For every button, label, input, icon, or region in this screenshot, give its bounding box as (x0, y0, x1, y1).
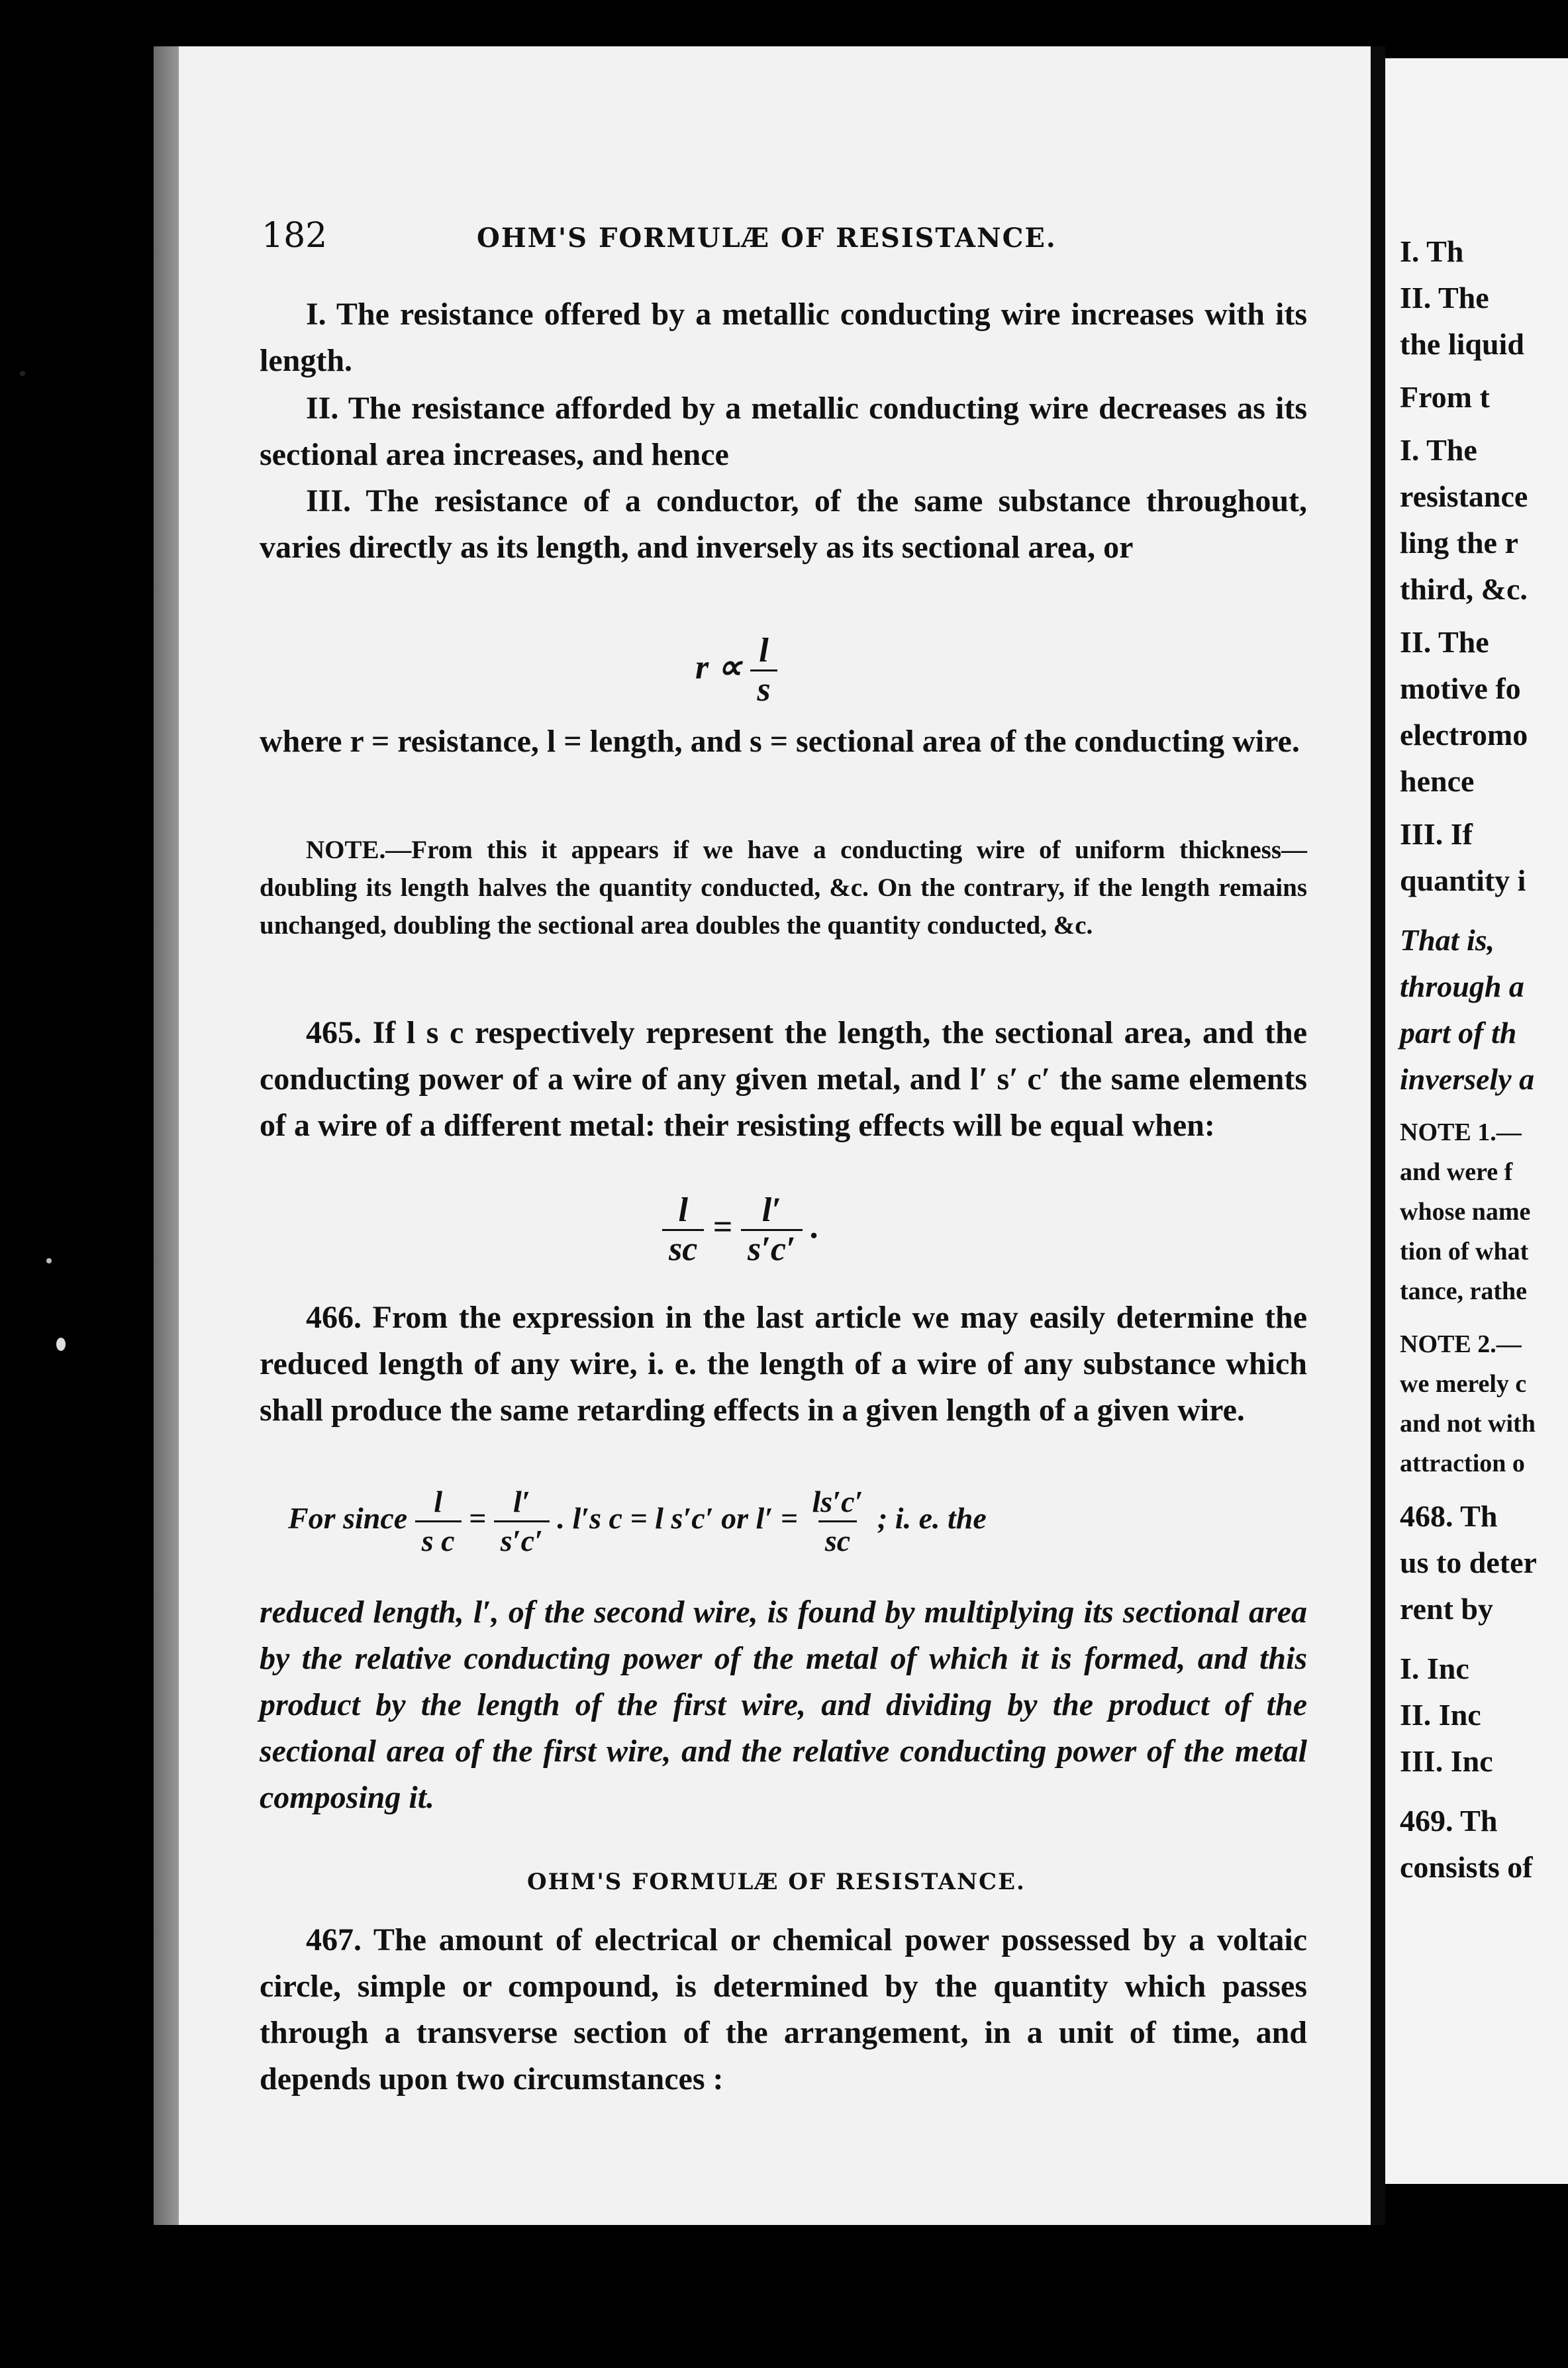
right-page-line: II. The (1400, 625, 1489, 659)
right-page-line: I. Th (1400, 234, 1464, 268)
right-page-line: NOTE 2.— (1400, 1330, 1522, 1358)
scan-border-bottom (0, 2225, 1568, 2368)
right-page-line: III. Inc (1400, 1744, 1493, 1778)
page-edge-shadow (154, 46, 180, 2225)
formula-period: . (810, 1208, 820, 1246)
fraction (662, 1192, 704, 1268)
right-page-line: inversely a (1400, 1062, 1535, 1096)
right-page-line: quantity i (1400, 863, 1526, 897)
formula-reduced-length (288, 1483, 987, 1559)
scan-speck (20, 371, 25, 376)
equals-sign: = (469, 1501, 487, 1536)
right-page-line: NOTE 1.— (1400, 1118, 1522, 1146)
fraction-denominator: s′c′ (494, 1520, 550, 1559)
right-page-line: through a (1400, 969, 1524, 1003)
right-page-line: tance, rathe (1400, 1277, 1528, 1305)
paragraph-466: 466. From the expression in the last article we may easily determine the reduced length of any wire, i. e. the length of a wire of any substance which shall produce the same retarding effects in a given length of a given wire. (260, 1300, 1307, 1428)
fraction-denominator: sc (662, 1229, 704, 1268)
right-page-line: and not with (1400, 1410, 1536, 1438)
page-title: OHM'S FORMULÆ OF RESISTANCE. (477, 222, 1057, 254)
right-page-line: the liquid (1400, 327, 1524, 361)
fraction-denominator: s (750, 669, 777, 709)
fraction-numerator: l (678, 1191, 688, 1229)
right-page-line: tion of what (1400, 1238, 1529, 1265)
fraction (750, 632, 777, 709)
right-page-line: From t (1400, 380, 1490, 414)
fraction (494, 1483, 550, 1559)
fraction-denominator: s c (415, 1520, 462, 1559)
scan-speck (56, 1338, 66, 1351)
right-page-line: attraction o (1400, 1450, 1525, 1477)
formula-lhs: r ∝ (695, 648, 742, 687)
formula-prefix: For since (288, 1501, 408, 1536)
paragraph-467: 467. The amount of electrical or chemical power possessed by a voltaic circle, simple or compound, is determined by the quantity which passes through a transverse section of the arrangement, in a unit of time, and depends upon two circumstances : (260, 1922, 1307, 2097)
fraction-denominator: sc (818, 1520, 857, 1559)
fraction-denominator: s′c′ (741, 1229, 803, 1268)
page-number: 182 (262, 216, 328, 256)
fraction-numerator: l (434, 1485, 442, 1518)
equals-sign: = (712, 1208, 732, 1246)
formula-proportionality (695, 632, 777, 709)
right-page-line: III. If (1400, 817, 1473, 851)
paragraph-rule-2: II. The resistance afforded by a metallic conducting wire decreases as its sectional area increases, and hence (260, 391, 1307, 472)
formula-equal-resistance (662, 1192, 820, 1268)
paragraph-definitions: where r = resistance, l = length, and s = sectional area of the conducting wire. (260, 724, 1300, 759)
formula-suffix: ; i. e. the (877, 1501, 987, 1536)
paragraph-466-conclusion: reduced length, l′, of the second wire, is found by multiplying its sectional area by the relative conducting power of the metal of which it is formed, and this product by the length of the first wire, and dividing by the product of the sectional area of the first wire, and the relative conducting power of the metal composing it. (260, 1595, 1307, 1815)
right-page-line: That is, (1400, 923, 1495, 957)
fraction-numerator: ls′c′ (812, 1485, 863, 1518)
right-page-line: part of th (1400, 1016, 1517, 1050)
fraction (806, 1483, 870, 1559)
section-heading: OHM'S FORMULÆ OF RESISTANCE. (527, 1869, 1026, 1895)
right-page-line: consists of (1400, 1850, 1533, 1884)
note-paragraph: NOTE.—From this it appears if we have a conducting wire of uniform thickness—doubling its length halves the quantity conducted, &c. On the contrary, if the length remains unchanged, doubling the sectional area doubles the quantity conducted, &c. (260, 836, 1307, 940)
right-page-line: 469. Th (1400, 1804, 1498, 1838)
fraction-numerator: l′ (513, 1485, 530, 1518)
right-page-line: whose name (1400, 1198, 1531, 1226)
paragraph-rule-1: I. The resistance offered by a metallic conducting wire increases with its length. (260, 297, 1307, 378)
right-page-line: II. Inc (1400, 1698, 1481, 1732)
right-page-line: I. The (1400, 433, 1477, 467)
scan-border-left (0, 0, 154, 2368)
scan-speck (46, 1258, 52, 1263)
fraction (741, 1192, 803, 1268)
right-page-line: and were f (1400, 1158, 1513, 1186)
formula-middle: . l′s c = l s′c′ or l′ = (557, 1501, 798, 1536)
right-page-line: I. Inc (1400, 1652, 1469, 1685)
right-page-line: motive fo (1400, 671, 1521, 705)
right-page-line: hence (1400, 764, 1475, 798)
right-page-line: third, &c. (1400, 572, 1528, 606)
right-page-line: 468. Th (1400, 1499, 1498, 1533)
right-page-line: II. The (1400, 281, 1489, 315)
fraction-numerator: l (759, 632, 769, 669)
right-page-line: electromo (1400, 718, 1528, 752)
paragraph-rule-3: III. The resistance of a conductor, of the same substance throughout, varies directly as its length, and inversely as its sectional area, or (260, 483, 1307, 565)
right-page (1385, 58, 1568, 2184)
fraction (415, 1483, 462, 1559)
fraction-numerator: l′ (761, 1191, 781, 1229)
right-page-line: we merely c (1400, 1370, 1527, 1398)
right-page-line: us to deter (1400, 1546, 1537, 1579)
book-gutter (1371, 46, 1385, 2232)
right-page-line: ling the r (1400, 526, 1518, 560)
paragraph-465: 465. If l s c respectively represent the length, the sectional area, and the conducting power of a wire of any given metal, and l′ s′ c′ the same elements of a wire of a different metal: their resisting effects will be equal when: (260, 1015, 1307, 1143)
right-page-line: rent by (1400, 1592, 1493, 1626)
right-page-line: resistance (1400, 479, 1528, 513)
